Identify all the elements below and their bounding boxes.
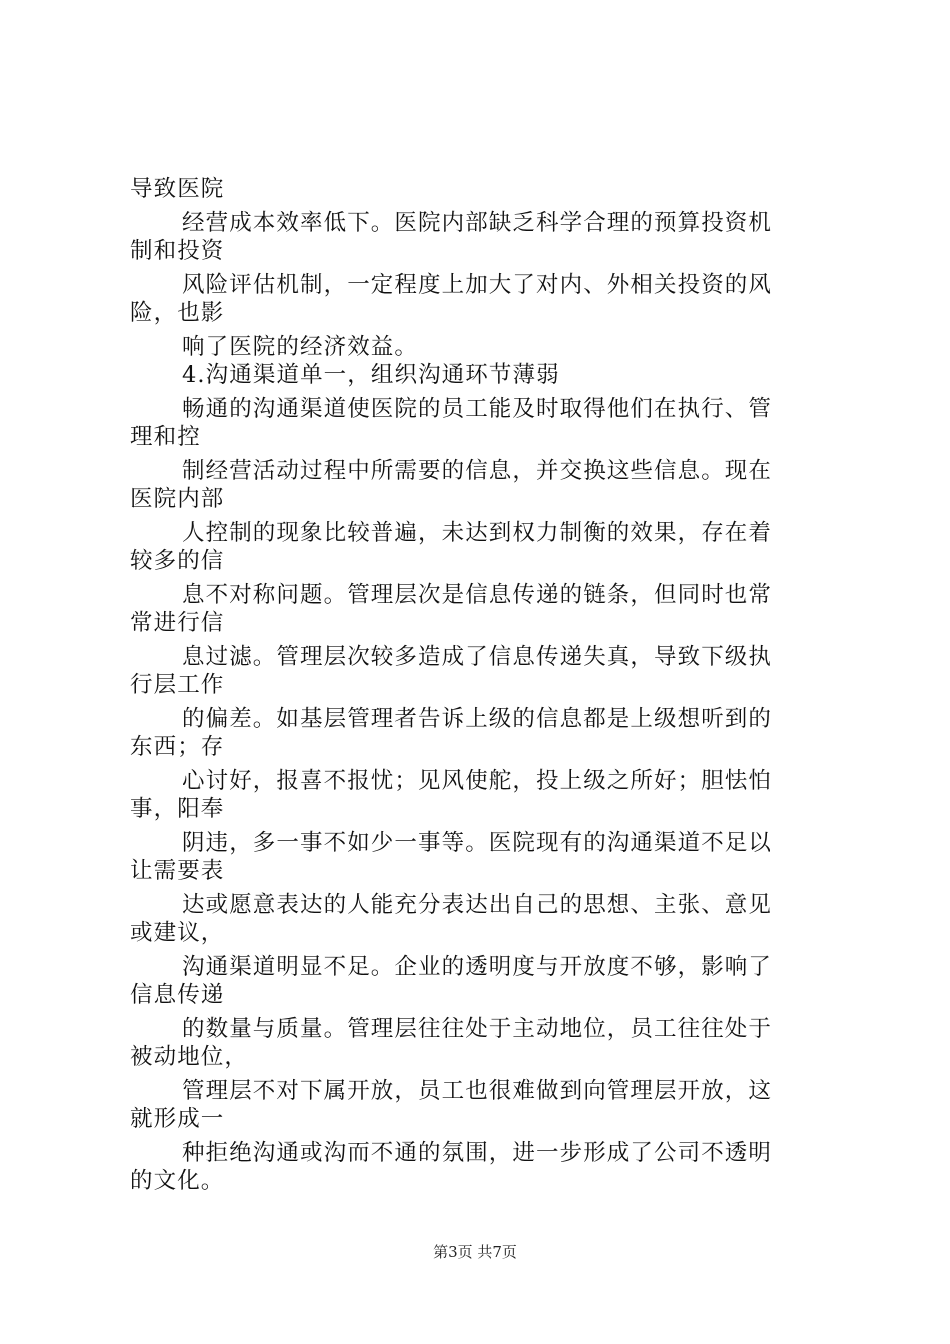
text-line: 响了医院的经济效益。: [182, 334, 419, 360]
text-line: 常进行信: [130, 610, 225, 636]
text-line: 制和投资: [130, 238, 225, 264]
text-line: 畅通的沟通渠道使医院的员工能及时取得他们在执行、管: [182, 396, 773, 422]
text-line: 的文化。: [130, 1168, 225, 1194]
text-line: 的数量与质量。管理层往往处于主动地位，员工往往处于: [182, 1016, 773, 1042]
text-line: 东西；存: [130, 734, 225, 760]
text-line: 制经营活动过程中所需要的信息，并交换这些信息。现在: [182, 458, 773, 484]
text-line: 经营成本效率低下。医院内部缺乏科学合理的预算投资机: [182, 210, 773, 236]
text-line: 息过滤。管理层次较多造成了信息传递失真，导致下级执: [182, 644, 773, 670]
text-line: 较多的信: [130, 548, 225, 574]
text-line: 险，也影: [130, 300, 225, 326]
text-line: 息不对称问题。管理层次是信息传递的链条，但同时也常: [182, 582, 773, 608]
text-line: 让需要表: [130, 858, 225, 884]
text-line: 医院内部: [130, 486, 225, 512]
text-line: 行层工作: [130, 672, 225, 698]
text-line: 风险评估机制，一定程度上加大了对内、外相关投资的风: [182, 272, 773, 298]
text-line: 信息传递: [130, 982, 225, 1008]
text-line: 阴违，多一事不如少一事等。医院现有的沟通渠道不足以: [182, 830, 773, 856]
text-line: 导致医院: [130, 176, 225, 202]
page-number: 第3页 共7页: [433, 1243, 517, 1261]
text-line: 理和控: [130, 424, 201, 450]
text-line: 就形成一: [130, 1106, 225, 1132]
section-heading: 4.沟通渠道单一，组织沟通环节薄弱: [182, 362, 560, 388]
text-line: 心讨好，报喜不报忧；见风使舵，投上级之所好；胆怯怕: [182, 768, 773, 794]
text-line: 达或愿意表达的人能充分表达出自己的思想、主张、意见: [182, 892, 773, 918]
text-line: 种拒绝沟通或沟而不通的氛围，进一步形成了公司不透明: [182, 1140, 773, 1166]
text-line: 被动地位，: [130, 1044, 249, 1070]
text-line: 人控制的现象比较普遍，未达到权力制衡的效果，存在着: [182, 520, 773, 546]
text-line: 管理层不对下属开放，员工也很难做到向管理层开放，这: [182, 1078, 773, 1104]
text-line: 沟通渠道明显不足。企业的透明度与开放度不够，影响了: [182, 954, 773, 980]
text-line: 或建议，: [130, 920, 225, 946]
text-line: 事，阳奉: [130, 796, 225, 822]
text-line: 的偏差。如基层管理者告诉上级的信息都是上级想听到的: [182, 706, 773, 732]
